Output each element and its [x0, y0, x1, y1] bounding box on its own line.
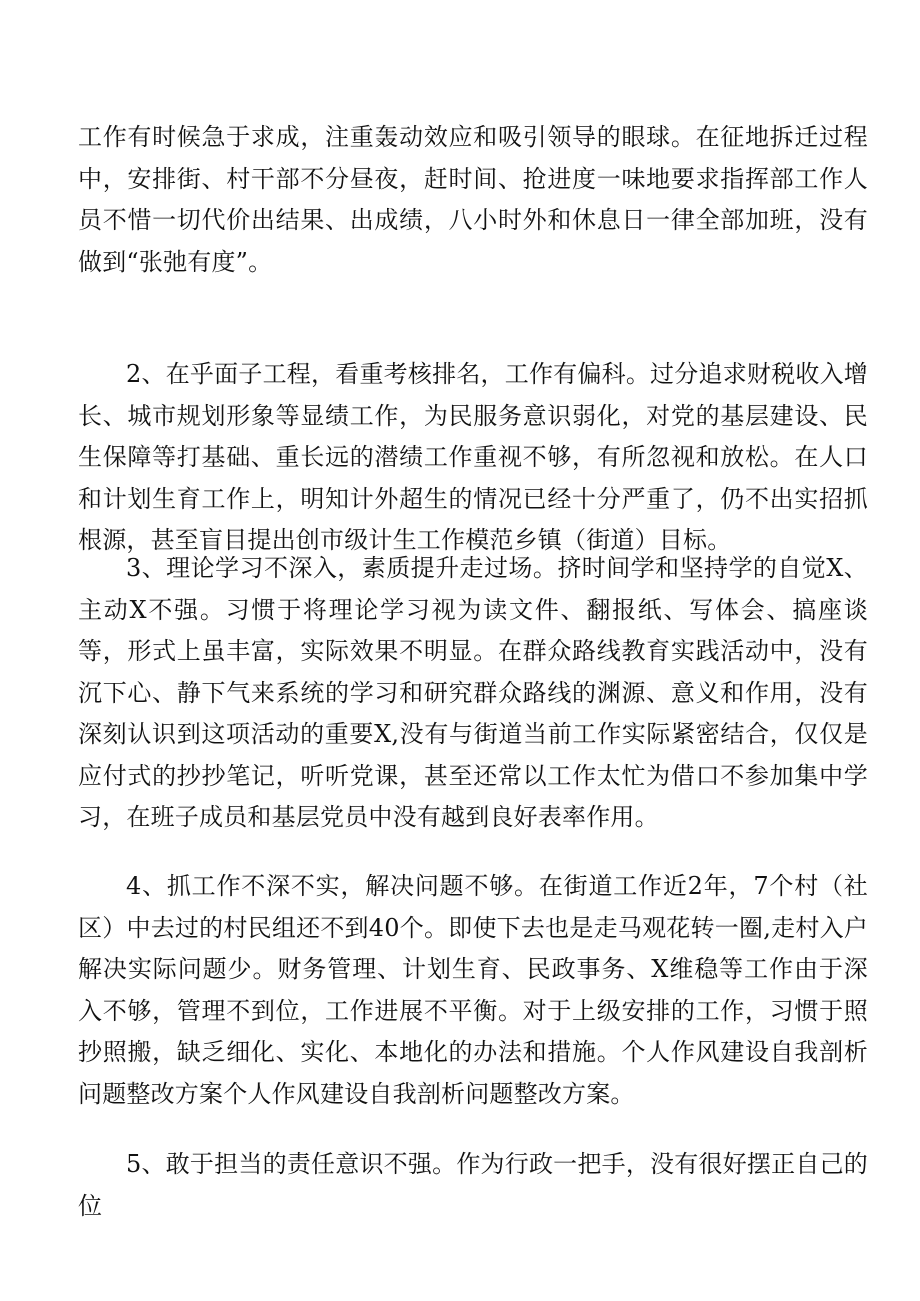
paragraph-item-3: 3、理论学习不深入，素质提升走过场。挤时间学和坚持学的自觉X、主动X不强。习惯于将理论学习视为读文件、翻报纸、写体会、搞座谈等，形式上虽丰富，实际效果不明显。在群众路线教育实践活动中，没有沉下心、静下气来系统的学习和研究群众路线的渊源、意义和作用，没有深刻认识到这项活动的重要X,没有与街道当前工作实际紧密结合，仅仅是应付式的抄抄笔记，听听党课，甚至还常以工作太忙为借口不参加集中学习，在班子成员和基层党员中没有越到良好表率作用。 [78, 554, 868, 831]
paragraph-item-5: 5、敢于担当的责任意识不强。作为行政一把手，没有很好摆正自己的位 [78, 1150, 868, 1220]
paragraph-item-2: 2、在乎面子工程，看重考核排名，工作有偏科。过分追求财税收入增长、城市规划形象等显绩工作，为民服务意识弱化，对党的基层建设、民生保障等打基础、重长远的潜绩工作重视不够，有所忽视和放松。在人口和计划生育工作上，明知计外超生的情况已经十分严重了，仍不出实招抓根源，甚至盲目提出创市级计生工作模范乡镇（街道）目标。 [78, 360, 868, 554]
paragraph-item-4: 4、抓工作不深不实，解决问题不够。在街道工作近2年，7个村（社区）中去过的村民组还不到40个。即使下去也是走马观花转一圈,走村入户解决实际问题少。财务管理、计划生育、民政事务、X维稳等工作由于深入不够，管理不到位，工作进展不平衡。对于上级安排的工作，习惯于照抄照搬，缺乏细化、实化、本地化的办法和措施。个人作风建设自我剖析问题整改方案个人作风建设自我剖析问题整改方案。 [78, 872, 868, 1108]
paragraph-continued: 工作有时候急于求成，注重轰动效应和吸引领导的眼球。在征地拆迁过程中，安排街、村干部不分昼夜，赶时间、抢进度一味地要求指挥部工作人员不惜一切代价出结果、出成绩，八小时外和休息日一律全部加班，没有做到“张弛有度”。 [78, 123, 868, 276]
